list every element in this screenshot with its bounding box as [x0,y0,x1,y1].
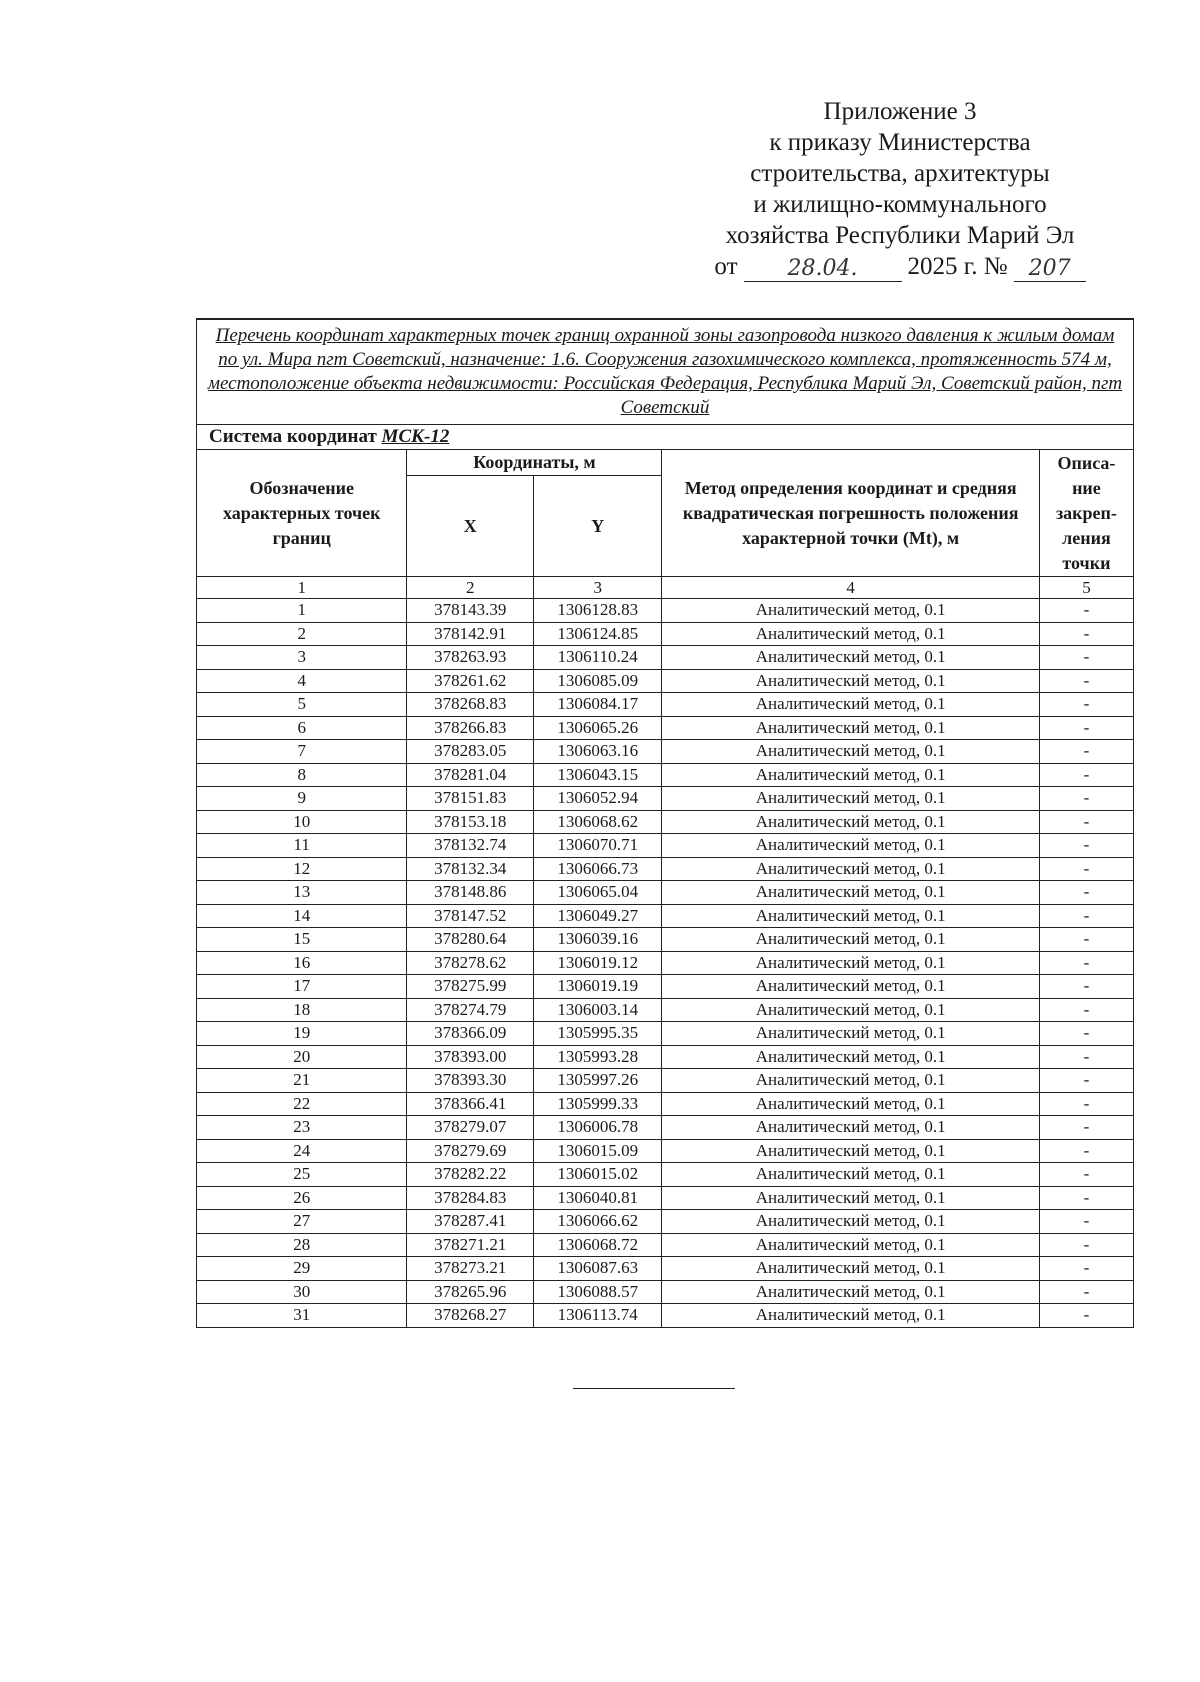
method-cell: Аналитический метод, 0.1 [662,857,1039,881]
method-cell: Аналитический метод, 0.1 [662,881,1039,905]
point-number-cell: 16 [197,951,407,975]
point-number-cell: 18 [197,998,407,1022]
point-number-cell: 5 [197,693,407,717]
table-row [197,646,1134,670]
y-coordinate-cell: 1306084.17 [533,693,662,717]
description-cell: - [1039,1163,1133,1187]
description-cell: - [1039,998,1133,1022]
x-coordinate-cell: 378280.64 [407,928,533,952]
coordinate-system [197,425,1134,450]
table-row [197,1186,1134,1210]
description-cell: - [1039,810,1133,834]
column-number: 3 [533,577,662,599]
point-number-cell: 31 [197,1304,407,1328]
header-line: к приказу Министерства [769,129,1031,156]
table-row [197,622,1134,646]
y-coordinate-cell: 1306065.04 [533,881,662,905]
description-cell: - [1039,881,1133,905]
description-cell: - [1039,1257,1133,1281]
header-line: хозяйства Республики Марий Эл [725,222,1075,249]
description-cell: - [1039,1045,1133,1069]
point-number-cell: 17 [197,975,407,999]
y-coordinate-cell: 1306068.62 [533,810,662,834]
y-coordinate-cell: 1306019.19 [533,975,662,999]
description-cell: - [1039,975,1133,999]
y-coordinate-cell: 1305993.28 [533,1045,662,1069]
header-x: X [407,476,533,577]
column-numbers-row [197,577,1134,599]
method-cell: Аналитический метод, 0.1 [662,716,1039,740]
x-coordinate-cell: 378274.79 [407,998,533,1022]
description-cell: - [1039,1233,1133,1257]
description-cell: - [1039,834,1133,858]
table-row [197,904,1134,928]
x-coordinate-cell: 378278.62 [407,951,533,975]
header-line: строительства, архитектуры [750,160,1050,187]
x-coordinate-cell: 378393.30 [407,1069,533,1093]
x-coordinate-cell: 378143.39 [407,599,533,623]
y-coordinate-cell: 1306003.14 [533,998,662,1022]
description-cell: - [1039,1092,1133,1116]
y-coordinate-cell: 1306015.09 [533,1139,662,1163]
table-row [197,1116,1134,1140]
table-row [197,881,1134,905]
method-cell: Аналитический метод, 0.1 [662,763,1039,787]
header-y: Y [533,476,662,577]
description-cell: - [1039,1186,1133,1210]
method-cell: Аналитический метод, 0.1 [662,1233,1039,1257]
table-row [197,975,1134,999]
x-coordinate-cell: 378147.52 [407,904,533,928]
x-coordinate-cell: 378283.05 [407,740,533,764]
point-number-cell: 20 [197,1045,407,1069]
point-number-cell: 29 [197,1257,407,1281]
table-row [197,1304,1134,1328]
y-coordinate-cell: 1306088.57 [533,1280,662,1304]
method-cell: Аналитический метод, 0.1 [662,1045,1039,1069]
table-row [197,810,1134,834]
point-number-cell: 19 [197,1022,407,1046]
header-coordinates: Координаты, м [407,450,662,476]
header-method: Метод определения координат и средняя квадратическая погрешность положения характерной точки (Mt), м [662,450,1039,577]
x-coordinate-cell: 378265.96 [407,1280,533,1304]
coordinates-table [196,318,1134,1328]
description-cell: - [1039,669,1133,693]
x-coordinate-cell: 378393.00 [407,1045,533,1069]
x-coordinate-cell: 378275.99 [407,975,533,999]
x-coordinate-cell: 378142.91 [407,622,533,646]
table-row [197,1210,1134,1234]
table-row [197,1092,1134,1116]
description-cell: - [1039,622,1133,646]
description-cell: - [1039,904,1133,928]
point-number-cell: 15 [197,928,407,952]
x-coordinate-cell: 378263.93 [407,646,533,670]
column-number: 2 [407,577,533,599]
y-coordinate-cell: 1306087.63 [533,1257,662,1281]
method-cell: Аналитический метод, 0.1 [662,1092,1039,1116]
point-number-cell: 4 [197,669,407,693]
point-number-cell: 30 [197,1280,407,1304]
column-number: 4 [662,577,1039,599]
footer-divider [573,1388,735,1389]
y-coordinate-cell: 1306066.62 [533,1210,662,1234]
document-header [690,96,1110,282]
x-coordinate-cell: 378281.04 [407,763,533,787]
x-coordinate-cell: 378261.62 [407,669,533,693]
point-number-cell: 12 [197,857,407,881]
point-number-cell: 22 [197,1092,407,1116]
x-coordinate-cell: 378151.83 [407,787,533,811]
y-coordinate-cell: 1306019.12 [533,951,662,975]
table-row [197,716,1134,740]
table-row [197,951,1134,975]
method-cell: Аналитический метод, 0.1 [662,951,1039,975]
y-coordinate-cell: 1306049.27 [533,904,662,928]
point-number-cell: 8 [197,763,407,787]
x-coordinate-cell: 378282.22 [407,1163,533,1187]
description-cell: - [1039,599,1133,623]
x-coordinate-cell: 378279.07 [407,1116,533,1140]
method-cell: Аналитический метод, 0.1 [662,1257,1039,1281]
point-number-cell: 10 [197,810,407,834]
point-number-cell: 9 [197,787,407,811]
method-cell: Аналитический метод, 0.1 [662,1139,1039,1163]
coordinate-system-label: Система координат [209,426,377,447]
method-cell: Аналитический метод, 0.1 [662,998,1039,1022]
y-coordinate-cell: 1306006.78 [533,1116,662,1140]
method-cell: Аналитический метод, 0.1 [662,646,1039,670]
x-coordinate-cell: 378132.74 [407,834,533,858]
table-row [197,787,1134,811]
table-row [197,1139,1134,1163]
description-cell: - [1039,928,1133,952]
x-coordinate-cell: 378153.18 [407,810,533,834]
y-coordinate-cell: 1306113.74 [533,1304,662,1328]
y-coordinate-cell: 1306015.02 [533,1163,662,1187]
point-number-cell: 14 [197,904,407,928]
date-prefix: от [714,253,738,280]
table-row [197,998,1134,1022]
order-year: 2025 г. № [907,253,1008,280]
x-coordinate-cell: 378279.69 [407,1139,533,1163]
x-coordinate-cell: 378366.41 [407,1092,533,1116]
point-number-cell: 23 [197,1116,407,1140]
method-cell: Аналитический метод, 0.1 [662,1210,1039,1234]
y-coordinate-cell: 1306065.26 [533,716,662,740]
y-coordinate-cell: 1306066.73 [533,857,662,881]
method-cell: Аналитический метод, 0.1 [662,787,1039,811]
handwritten-date: 28.04. [744,257,902,282]
table-title: Перечень координат характерных точек границ охранной зоны газопровода низкого давления к жилым домам по ул. Мира пгт Советский, назначение: 1.6. Сооружения газохимического комплекса, протяженность 574 м, местоположение объекта недвижимости: Российская Федерация, Республика Марий Эл, Советский район, пгт Советский [197,319,1134,425]
description-cell: - [1039,1139,1133,1163]
coordinate-system-value: МСК-12 [381,426,450,447]
point-number-cell: 2 [197,622,407,646]
x-coordinate-cell: 378266.83 [407,716,533,740]
x-coordinate-cell: 378148.86 [407,881,533,905]
table-row [197,857,1134,881]
table-row [197,763,1134,787]
table-row [197,834,1134,858]
description-cell: - [1039,1280,1133,1304]
x-coordinate-cell: 378271.21 [407,1233,533,1257]
table-row [197,740,1134,764]
header-line: Приложение 3 [823,98,977,125]
method-cell: Аналитический метод, 0.1 [662,599,1039,623]
point-number-cell: 3 [197,646,407,670]
table-row [197,1280,1134,1304]
point-number-cell: 13 [197,881,407,905]
y-coordinate-cell: 1306063.16 [533,740,662,764]
description-cell: - [1039,693,1133,717]
method-cell: Аналитический метод, 0.1 [662,904,1039,928]
y-coordinate-cell: 1306085.09 [533,669,662,693]
method-cell: Аналитический метод, 0.1 [662,622,1039,646]
method-cell: Аналитический метод, 0.1 [662,810,1039,834]
y-coordinate-cell: 1306128.83 [533,599,662,623]
header-line: и жилищно-коммунального [753,191,1047,218]
y-coordinate-cell: 1306052.94 [533,787,662,811]
x-coordinate-cell: 378284.83 [407,1186,533,1210]
table-row [197,693,1134,717]
table-row [197,1022,1134,1046]
column-number: 1 [197,577,407,599]
description-cell: - [1039,716,1133,740]
y-coordinate-cell: 1305995.35 [533,1022,662,1046]
handwritten-order-number: 207 [1014,257,1086,282]
y-coordinate-cell: 1305999.33 [533,1092,662,1116]
method-cell: Аналитический метод, 0.1 [662,834,1039,858]
description-cell: - [1039,740,1133,764]
y-coordinate-cell: 1306124.85 [533,622,662,646]
description-cell: - [1039,857,1133,881]
y-coordinate-cell: 1306068.72 [533,1233,662,1257]
point-number-cell: 25 [197,1163,407,1187]
order-date-line [690,251,1110,282]
description-cell: - [1039,1022,1133,1046]
y-coordinate-cell: 1306110.24 [533,646,662,670]
description-cell: - [1039,787,1133,811]
description-cell: - [1039,1069,1133,1093]
x-coordinate-cell: 378273.21 [407,1257,533,1281]
method-cell: Аналитический метод, 0.1 [662,975,1039,999]
method-cell: Аналитический метод, 0.1 [662,1280,1039,1304]
point-number-cell: 1 [197,599,407,623]
method-cell: Аналитический метод, 0.1 [662,928,1039,952]
method-cell: Аналитический метод, 0.1 [662,693,1039,717]
description-cell: - [1039,1304,1133,1328]
point-number-cell: 28 [197,1233,407,1257]
description-cell: - [1039,763,1133,787]
method-cell: Аналитический метод, 0.1 [662,1022,1039,1046]
x-coordinate-cell: 378366.09 [407,1022,533,1046]
method-cell: Аналитический метод, 0.1 [662,1069,1039,1093]
x-coordinate-cell: 378287.41 [407,1210,533,1234]
point-number-cell: 26 [197,1186,407,1210]
table-row [197,1045,1134,1069]
table-row [197,1257,1134,1281]
y-coordinate-cell: 1306043.15 [533,763,662,787]
description-cell: - [1039,1116,1133,1140]
column-number: 5 [1039,577,1133,599]
point-number-cell: 6 [197,716,407,740]
header-point-name: Обозначение характерных точек границ [197,450,407,577]
table-row [197,1233,1134,1257]
method-cell: Аналитический метод, 0.1 [662,1304,1039,1328]
table-row [197,1069,1134,1093]
table-row [197,928,1134,952]
y-coordinate-cell: 1306039.16 [533,928,662,952]
method-cell: Аналитический метод, 0.1 [662,1116,1039,1140]
y-coordinate-cell: 1306040.81 [533,1186,662,1210]
header-description: Описа-ние закреп-ления точки [1039,450,1133,577]
point-number-cell: 11 [197,834,407,858]
description-cell: - [1039,1210,1133,1234]
point-number-cell: 24 [197,1139,407,1163]
y-coordinate-cell: 1305997.26 [533,1069,662,1093]
method-cell: Аналитический метод, 0.1 [662,740,1039,764]
description-cell: - [1039,646,1133,670]
description-cell: - [1039,951,1133,975]
point-number-cell: 27 [197,1210,407,1234]
point-number-cell: 7 [197,740,407,764]
method-cell: Аналитический метод, 0.1 [662,1163,1039,1187]
table-row [197,599,1134,623]
x-coordinate-cell: 378132.34 [407,857,533,881]
method-cell: Аналитический метод, 0.1 [662,1186,1039,1210]
table-row [197,669,1134,693]
table-row [197,1163,1134,1187]
x-coordinate-cell: 378268.27 [407,1304,533,1328]
y-coordinate-cell: 1306070.71 [533,834,662,858]
x-coordinate-cell: 378268.83 [407,693,533,717]
point-number-cell: 21 [197,1069,407,1093]
method-cell: Аналитический метод, 0.1 [662,669,1039,693]
